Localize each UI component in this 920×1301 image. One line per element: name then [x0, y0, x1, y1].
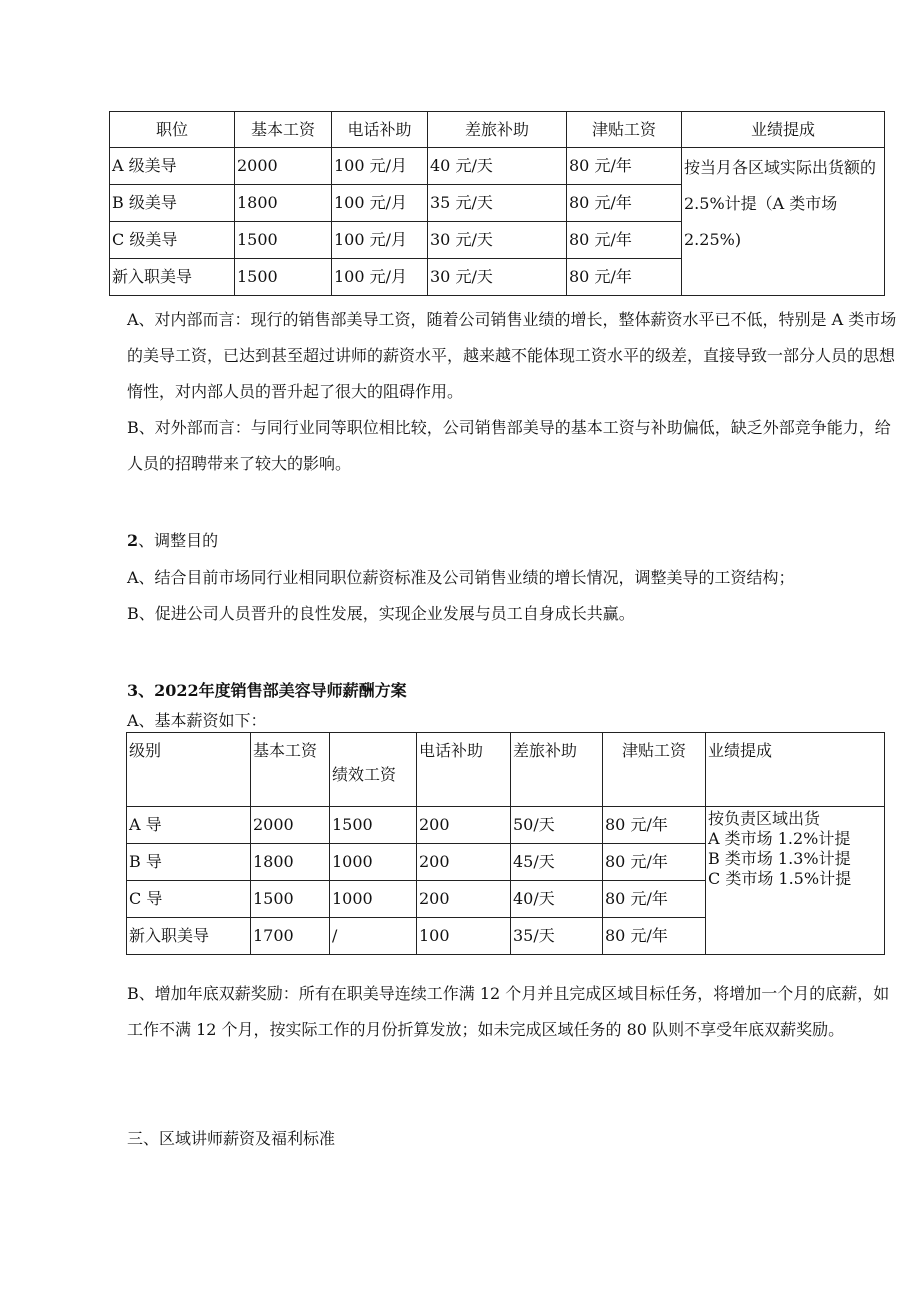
- header-cell: 电话补助: [417, 733, 511, 807]
- table-cell: 1700: [251, 918, 330, 955]
- commission-cell: 按当月各区域实际出货额的 2.5%计提（A 类市场 2.25%): [682, 148, 885, 296]
- paragraph-internal: A、对内部而言：现行的销售部美导工资，随着公司销售业绩的增长，整体薪资水平已不低，特别是 A 类市场的美导工资，已达到甚至超过讲师的薪资水平，越来越不能体现工资水平的级差，直接导致一部分人员的思想惰性，对内部人员的晋升起了很大的阻碍作用。: [127, 310, 897, 401]
- commission-line: C 类市场 1.5%计提: [708, 869, 852, 888]
- table-cell: 1800: [235, 185, 332, 222]
- section-heading: 三、区域讲师薪资及福利标准: [127, 1129, 336, 1148]
- table-cell: 2000: [251, 807, 330, 844]
- section-heading: [127, 680, 407, 702]
- paragraph-bonus: B、增加年底双薪奖励：所有在职美导连续工作满 12 个月并且完成区域目标任务，将增加一个月的底薪，如工作不满 12 个月，按实际工作的月份折算发放；如未完成区域任务的 80 队则不享受年底双薪奖励。: [127, 984, 890, 1039]
- commission-cell: [706, 807, 885, 955]
- table-cell: /: [330, 918, 417, 955]
- table-cell: B 级美导: [110, 185, 235, 222]
- table-cell: 新入职美导: [110, 259, 235, 296]
- table-cell: 100 元/月: [332, 148, 428, 185]
- subheading: A、基本薪资如下：: [127, 711, 267, 730]
- table-cell: C 级美导: [110, 222, 235, 259]
- header-cell: 级别: [127, 733, 251, 807]
- table-cell: 80 元/年: [567, 185, 682, 222]
- header-cell: 基本工资: [235, 112, 332, 148]
- header-cell: 津贴工资: [603, 733, 706, 807]
- table-cell: 100 元/月: [332, 259, 428, 296]
- current-salary-table: [109, 111, 885, 296]
- section-number: 3、2022: [127, 681, 199, 700]
- table-cell: 45/天: [511, 844, 603, 881]
- header-cell: 职位: [110, 112, 235, 148]
- paragraph-external: B、对外部而言：与同行业同等职位相比较，公司销售部美导的基本工资与补助偏低，缺乏外部竞争能力，给人员的招聘带来了较大的影响。: [127, 418, 891, 473]
- table-cell: 100 元/月: [332, 185, 428, 222]
- table-cell: 35/天: [511, 918, 603, 955]
- table-cell: 80 元/年: [567, 222, 682, 259]
- table-cell: 1500: [235, 259, 332, 296]
- table-cell: 1500: [235, 222, 332, 259]
- table-cell: 100 元/月: [332, 222, 428, 259]
- new-salary-table: [126, 732, 885, 955]
- table-header-row: [127, 733, 885, 807]
- table-cell: 80 元/年: [603, 881, 706, 918]
- table-header-row: [110, 112, 885, 148]
- table-cell: 200: [417, 881, 511, 918]
- table-cell: 50/天: [511, 807, 603, 844]
- table-cell: 80 元/年: [567, 259, 682, 296]
- table-cell: 1800: [251, 844, 330, 881]
- table-cell: 1500: [330, 807, 417, 844]
- section-title: 、调整目的: [138, 531, 219, 550]
- table-cell: A 导: [127, 807, 251, 844]
- table-cell: A 级美导: [110, 148, 235, 185]
- table-row: [110, 148, 885, 185]
- table-cell: 新入职美导: [127, 918, 251, 955]
- header-cell: 绩效工资: [330, 733, 417, 807]
- table-cell: 1000: [330, 844, 417, 881]
- section-title: 年度销售部美容导师薪酬方案: [198, 681, 407, 700]
- header-cell: 业绩提成: [706, 733, 885, 807]
- header-cell: 差旅补助: [511, 733, 603, 807]
- commission-line: B 类市场 1.3%计提: [708, 849, 851, 868]
- section-heading: [127, 530, 218, 552]
- table-cell: 1000: [330, 881, 417, 918]
- table-cell: 35 元/天: [428, 185, 567, 222]
- table-cell: 200: [417, 844, 511, 881]
- table-cell: 80 元/年: [603, 844, 706, 881]
- table-cell: 200: [417, 807, 511, 844]
- table-cell: B 导: [127, 844, 251, 881]
- table-cell: 30 元/天: [428, 222, 567, 259]
- commission-line: A 类市场 1.2%计提: [708, 829, 851, 848]
- objective-line: B、促进公司人员晋升的良性发展，实现企业发展与员工自身成长共赢。: [127, 604, 635, 623]
- header-cell: 基本工资: [251, 733, 330, 807]
- header-cell: 业绩提成: [682, 112, 885, 148]
- section-number: 2: [127, 531, 139, 550]
- table-cell: C 导: [127, 881, 251, 918]
- table-cell: 40 元/天: [428, 148, 567, 185]
- header-cell: 差旅补助: [428, 112, 567, 148]
- table-row: [127, 807, 885, 844]
- objective-line: A、结合目前市场同行业相同职位薪资标准及公司销售业绩的增长情况，调整美导的工资结构；: [127, 568, 795, 587]
- table-cell: 1500: [251, 881, 330, 918]
- table-cell: 30 元/天: [428, 259, 567, 296]
- table-cell: 2000: [235, 148, 332, 185]
- header-cell: 电话补助: [332, 112, 428, 148]
- table-cell: 40/天: [511, 881, 603, 918]
- table-cell: 100: [417, 918, 511, 955]
- header-cell: 津贴工资: [567, 112, 682, 148]
- table-cell: 80 元/年: [603, 918, 706, 955]
- commission-line: 按负责区域出货: [708, 809, 821, 828]
- table-cell: 80 元/年: [603, 807, 706, 844]
- table-cell: 80 元/年: [567, 148, 682, 185]
